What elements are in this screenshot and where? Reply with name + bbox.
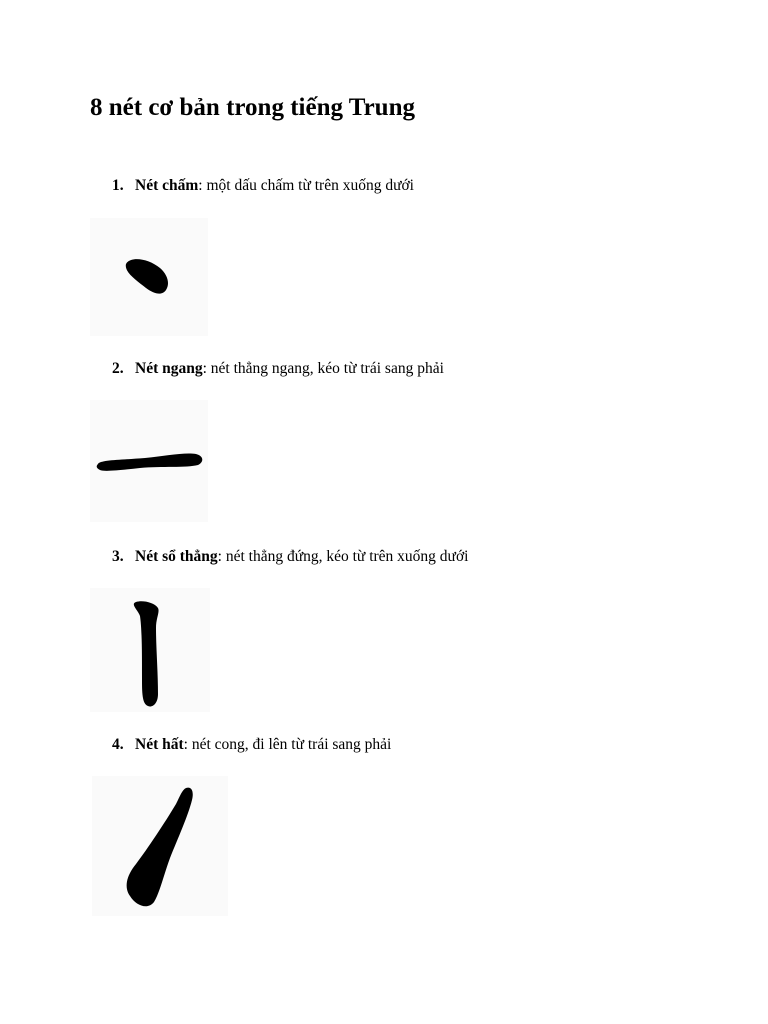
item-description: : nét thẳng đứng, kéo từ trên xuống dưới xyxy=(217,548,469,565)
list-item xyxy=(112,735,391,755)
item-description: : một dấu chấm từ trên xuống dưới xyxy=(198,177,414,194)
horizontal-stroke-icon xyxy=(90,400,208,522)
page-title: 8 nét cơ bản trong tiếng Trung xyxy=(90,94,415,121)
item-number: 1. xyxy=(112,177,124,194)
item-term: Nét hất xyxy=(135,736,184,753)
item-term: Nét ngang xyxy=(135,360,203,377)
list-item xyxy=(112,547,468,567)
item-description: : nét thẳng ngang, kéo từ trái sang phải xyxy=(202,360,444,377)
vertical-stroke-icon xyxy=(90,588,210,712)
item-number: 3. xyxy=(112,548,124,565)
item-term: Nét chấm xyxy=(135,177,199,194)
item-number: 2. xyxy=(112,360,124,377)
dot-stroke-icon xyxy=(90,218,208,336)
list-item xyxy=(112,359,444,379)
rising-stroke-icon xyxy=(92,776,228,916)
item-term: Nét sổ thẳng xyxy=(135,548,218,565)
item-number: 4. xyxy=(112,736,124,753)
list-item xyxy=(112,176,414,196)
item-description: : nét cong, đi lên từ trái sang phải xyxy=(183,736,392,753)
